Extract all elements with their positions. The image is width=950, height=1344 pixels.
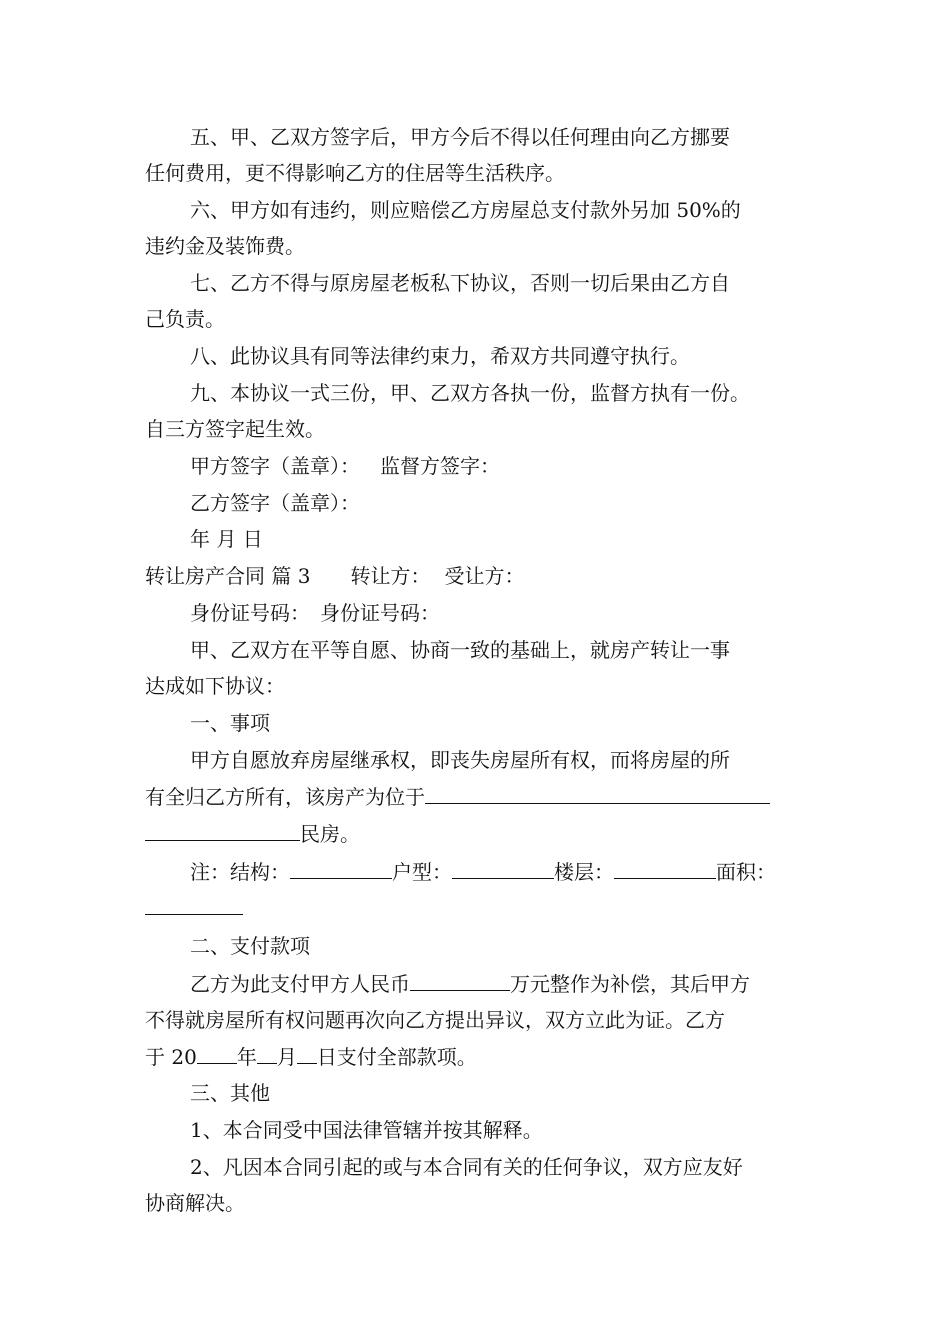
supervisor-signature-label: 监督方签字： <box>380 454 500 478</box>
signature-line-party-a <box>190 453 500 479</box>
text-line <box>145 783 770 810</box>
signature-line-party-b <box>190 490 360 516</box>
text-line <box>145 1043 477 1070</box>
clause-five-line-2: 任何费用，更不得影响乙方的住居等生活秩序。 <box>145 161 565 185</box>
day-blank[interactable] <box>297 1043 317 1064</box>
text-line <box>190 343 690 369</box>
party-a-signature-label: 甲方签字（盖章）： <box>190 454 360 478</box>
id-number-line <box>190 600 440 626</box>
layout-blank[interactable] <box>452 858 554 879</box>
transferee-id-label: 身份证号码： <box>320 601 440 625</box>
section-three-heading: 三、其他 <box>190 1081 270 1105</box>
section-heading <box>190 933 310 959</box>
clause-nine-line-2: 自三方签字起生效。 <box>145 417 325 441</box>
text-line <box>145 820 360 847</box>
preamble-line-1: 甲、乙双方在平等自愿、协商一致的基础上，就房产转让一事 <box>190 638 730 662</box>
section-heading <box>190 710 270 736</box>
text-line <box>190 1154 743 1180</box>
month-blank[interactable] <box>257 1043 277 1064</box>
text-line <box>190 747 730 773</box>
text-line <box>145 306 225 332</box>
payment-line-2: 不得就房屋所有权问题再次向乙方提出异议，双方立此为证。乙方 <box>145 1008 725 1032</box>
other-item-2-line-1: 2、凡因本合同引起的或与本合同有关的任何争议，双方应友好 <box>190 1155 743 1179</box>
property-details-line <box>190 858 776 885</box>
text-line <box>145 160 565 186</box>
contract-heading-line <box>145 563 524 589</box>
transferor-id-label: 身份证号码： <box>190 601 310 625</box>
text-line <box>190 124 730 150</box>
text-line <box>190 970 750 997</box>
section-one-line-2: 有全归乙方所有，该房产为位于 <box>145 785 425 809</box>
text-line <box>190 380 750 406</box>
payment-year-prefix: 于 20 <box>145 1045 197 1069</box>
payment-day-suffix: 日支付全部款项。 <box>316 1045 477 1069</box>
section-heading <box>190 1080 270 1106</box>
payment-line-1-start: 乙方为此支付甲方人民币 <box>190 972 410 996</box>
year-blank[interactable] <box>197 1043 237 1064</box>
section-one-heading: 一、事项 <box>190 711 270 735</box>
text-line <box>145 1007 725 1033</box>
floor-label: 楼层： <box>554 860 614 884</box>
date-line <box>190 526 263 552</box>
section-two-heading: 二、支付款项 <box>190 934 310 958</box>
clause-five-line-1: 五、甲、乙双方签字后，甲方今后不得以任何理由向乙方挪要 <box>190 125 730 149</box>
clause-six-line-2: 违约金及装饰费。 <box>145 234 305 258</box>
text-line <box>145 1190 245 1216</box>
structure-blank[interactable] <box>290 858 392 879</box>
month-label: 月 <box>276 1045 297 1069</box>
party-b-signature-label: 乙方签字（盖章）： <box>190 491 360 515</box>
clause-seven-line-1: 七、乙方不得与原房屋老板私下协议，否则一切后果由乙方自 <box>190 271 730 295</box>
payment-line-1-end: 万元整作为补偿，其后甲方 <box>510 972 750 996</box>
text-line <box>145 894 243 921</box>
clause-seven-line-2: 己负责。 <box>145 307 225 331</box>
other-item-2-line-2: 协商解决。 <box>145 1191 245 1215</box>
text-line <box>145 233 305 259</box>
house-type-label: 民房。 <box>300 822 360 846</box>
transferee-label: 受让方： <box>444 564 525 588</box>
layout-label: 户型： <box>392 860 452 884</box>
clause-nine-line-1: 九、本协议一式三份，甲、乙双方各执一份，监督方执有一份。 <box>190 381 750 405</box>
clause-six-line-1: 六、甲方如有违约，则应赔偿乙方房屋总支付款外另加 50%的 <box>190 198 741 222</box>
text-line <box>190 1117 543 1143</box>
other-item-1: 1、本合同受中国法律管辖并按其解释。 <box>190 1118 543 1142</box>
payment-amount-blank[interactable] <box>410 970 510 991</box>
contract-title: 转让房产合同 篇 3 <box>145 564 311 588</box>
text-line <box>145 416 325 442</box>
structure-label: 注：结构： <box>190 860 290 884</box>
text-line <box>190 270 730 296</box>
section-one-line-1: 甲方自愿放弃房屋继承权，即丧失房屋所有权，而将房屋的所 <box>190 748 730 772</box>
date-label: 年 月 日 <box>190 527 263 551</box>
property-location-blank-continued[interactable] <box>145 820 300 841</box>
area-label: 面积： <box>716 860 776 884</box>
preamble-line-2: 达成如下协议： <box>145 674 285 698</box>
year-label: 年 <box>236 1045 257 1069</box>
transferor-label: 转让方： <box>350 564 431 588</box>
clause-eight: 八、此协议具有同等法律约束力，希双方共同遵守执行。 <box>190 344 690 368</box>
area-blank[interactable] <box>145 894 243 915</box>
text-line <box>190 197 741 223</box>
text-line <box>145 673 285 699</box>
text-line <box>190 637 730 663</box>
floor-blank[interactable] <box>614 858 716 879</box>
property-location-blank[interactable] <box>425 783 770 804</box>
